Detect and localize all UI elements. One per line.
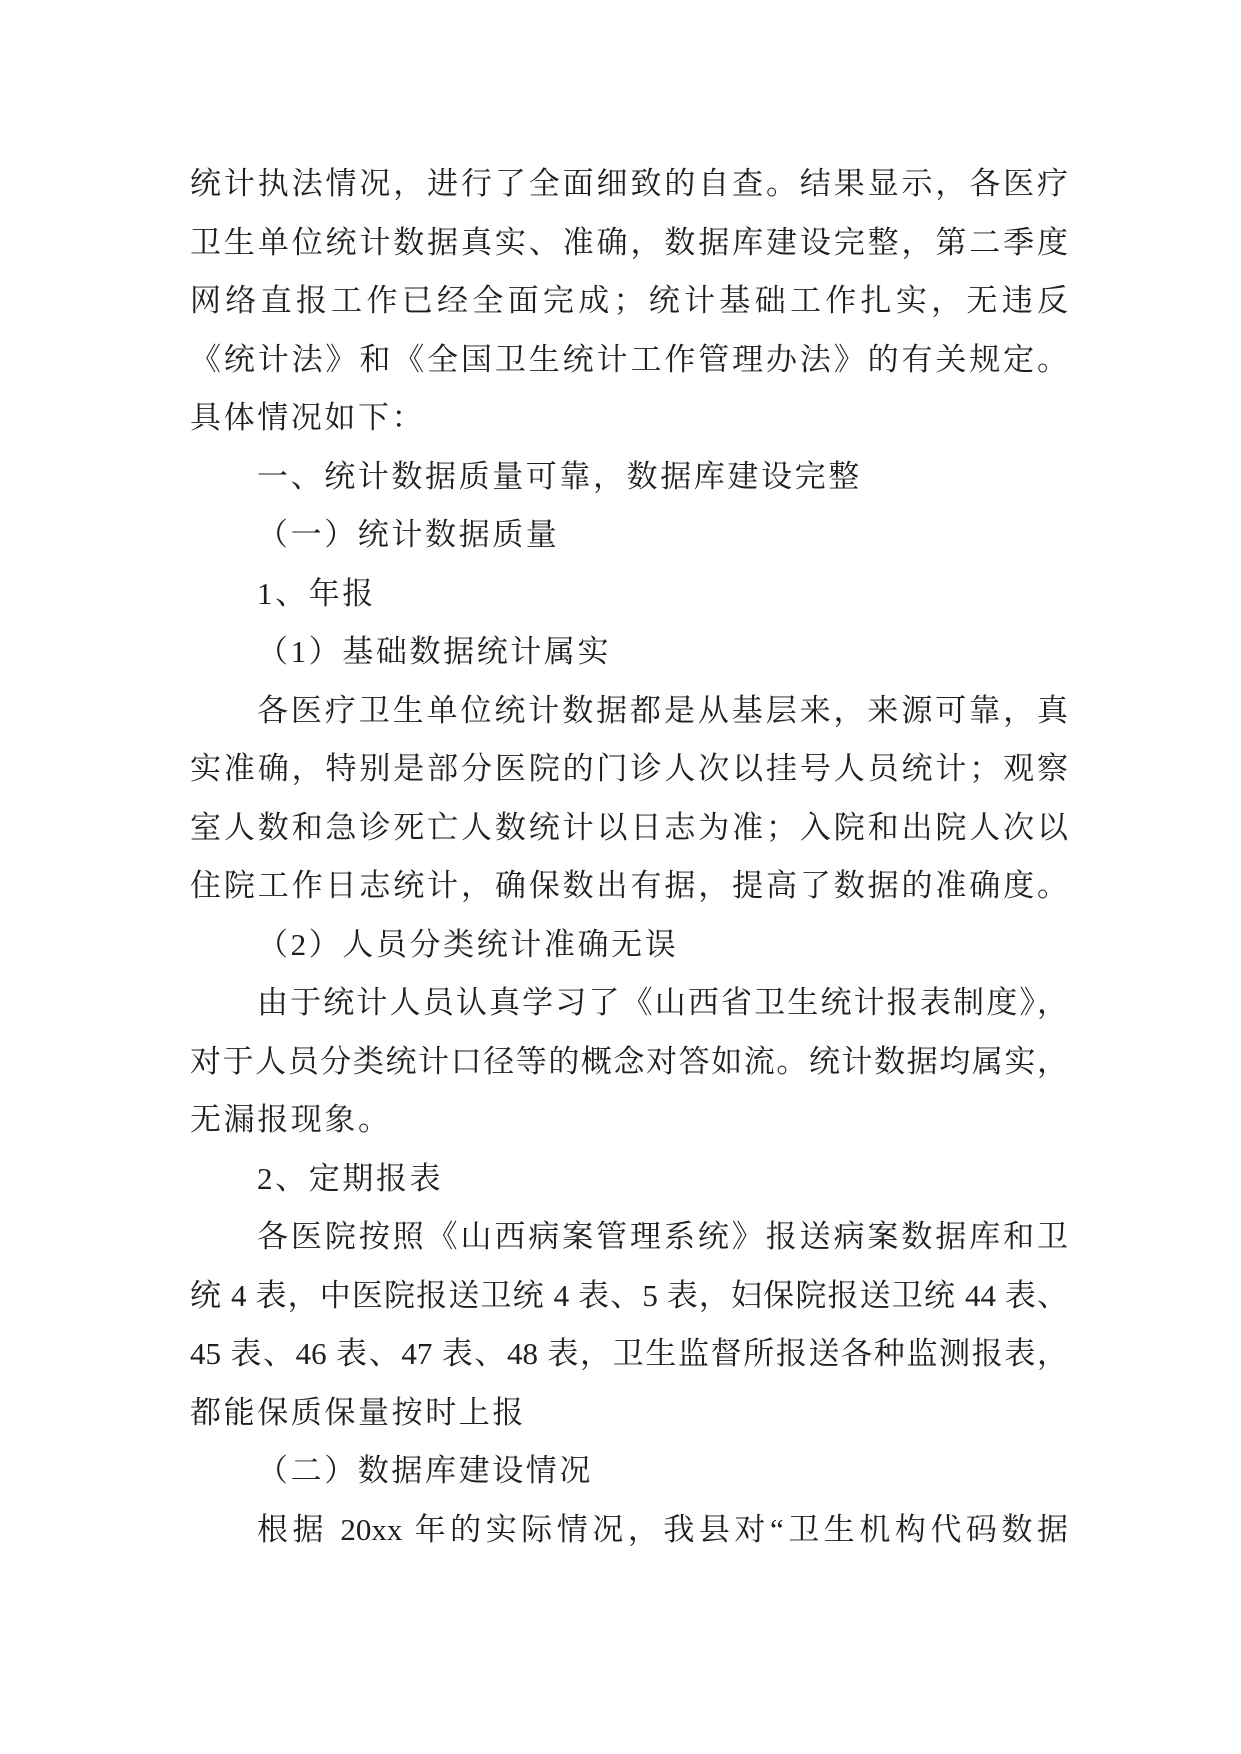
heading-line: 2、定期报表 [257,1160,444,1196]
text-line: 网络直报工作已经全面完成；统计基础工作扎实，无违反 [190,283,1068,318]
item-heading [190,1150,1068,1209]
text-line: 对于人员分类统计口径等的概念对答如流。统计数据均属实， [190,1043,1068,1079]
section-heading [190,448,1068,507]
heading-line: 一、统计数据质量可靠，数据库建设完整 [257,458,862,494]
text-line: 《统计法》和《全国卫生统计工作管理办法》的有关规定。 [190,341,1068,377]
paragraph-continued [190,155,1068,448]
item-heading [190,565,1068,624]
text-line: 统 4 表，中医院报送卫统 4 表、5 表，妇保院报送卫统 44 表、 [190,1277,1068,1313]
subitem-heading [190,916,1068,975]
heading-line: （2）人员分类统计准确无误 [257,926,679,962]
text-line: 无漏报现象。 [190,1102,392,1137]
text-line: 实准确，特别是部分医院的门诊人次以挂号人员统计；观察 [190,751,1068,786]
paragraph [190,682,1068,916]
text-line: 各医院按照《山西病案管理系统》报送病案数据库和卫 [257,1219,1068,1254]
text-line: 各医疗卫生单位统计数据都是从基层来，来源可靠，真 [257,692,1068,728]
text-line: 根据 20xx 年的实际情况，我县对“卫生机构代码数据 [257,1511,1068,1547]
paragraph [190,1208,1068,1442]
subsection-heading [190,1442,1068,1501]
heading-line: （1）基础数据统计属实 [257,634,612,669]
heading-line: （二）数据库建设情况 [257,1453,593,1488]
subitem-heading [190,623,1068,682]
text-line: 统计执法情况，进行了全面细致的自查。结果显示，各医疗 [190,166,1068,201]
text-line: 卫生单位统计数据真实、准确，数据库建设完整，第二季度 [190,224,1068,260]
heading-line: 1、年报 [257,575,376,611]
text-line: 具体情况如下： [190,400,426,435]
body-text [190,155,1068,1559]
heading-line: （一）统计数据质量 [257,517,560,552]
text-line: 由于统计人员认真学习了《山西省卫生统计报表制度》， [257,985,1068,1020]
text-line: 室人数和急诊死亡人数统计以日志为准；入院和出院人次以 [190,809,1068,845]
text-line: 都能保质保量按时上报 [190,1394,526,1430]
text-line: 住院工作日志统计，确保数出有据，提高了数据的准确度。 [190,868,1068,903]
paragraph [190,1501,1068,1560]
paragraph [190,974,1068,1150]
text-line: 45 表、46 表、47 表、48 表，卫生监督所报送各种监测报表， [190,1336,1068,1371]
subsection-heading [190,506,1068,565]
